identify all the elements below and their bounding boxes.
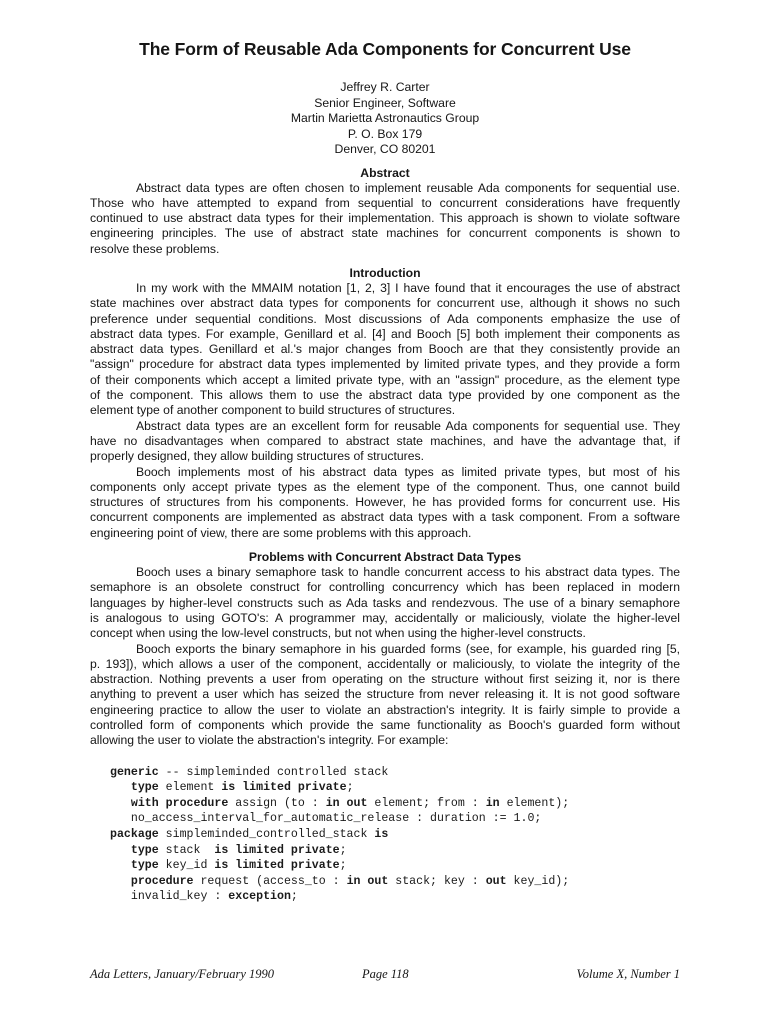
- paragraph-line: semaphore is an obsolete construct for controlling concurrency which has been replaced in modern: [90, 580, 680, 595]
- code-text: ;: [346, 781, 354, 795]
- code-text: [110, 875, 131, 888]
- code-listing: [110, 765, 680, 905]
- code-line: [110, 780, 680, 796]
- paragraph-line: of the component. This allows them to use the abstract data type provided by one component as the: [90, 388, 680, 403]
- code-keyword: package: [110, 827, 159, 841]
- code-keyword: is limited private: [221, 781, 347, 795]
- abstract-paragraph: [90, 181, 680, 257]
- code-keyword: in: [485, 796, 500, 810]
- footer-journal: Ada Letters, January/February 1990: [90, 967, 275, 981]
- paragraph-line: abstract data types. For example, Genillard et al. [4] and Booch [5] both implement their components as: [90, 326, 680, 341]
- paragraph-line: p. 193]), which allows a user of the component, accidentally or maliciously, to violate the integrity of the: [90, 656, 680, 671]
- code-line: [110, 765, 680, 781]
- paragraph-line: In my work with the MMAIM notation [1, 2, 3] I have found that it encourages the use of abstract: [136, 280, 680, 295]
- problems-paragraph-2: [90, 642, 680, 749]
- code-text: [110, 781, 131, 794]
- code-text: [110, 859, 131, 872]
- code-text: element; from :: [367, 796, 486, 810]
- abstract-line: resolve these problems.: [90, 241, 220, 256]
- author-block: [90, 80, 680, 158]
- code-text: key_id: [158, 859, 215, 873]
- abstract-line: Those who have attempted to expand from sequential to concurrent considerations have frequently: [90, 195, 680, 210]
- code-text: assign (to :: [228, 796, 326, 810]
- code-text: stack: [158, 843, 215, 857]
- paragraph-line: Booch uses a binary semaphore task to handle concurrent access to his abstract data types. The: [136, 565, 680, 580]
- code-text: ;: [290, 890, 298, 904]
- code-line: [110, 874, 680, 890]
- code-text: no_access_interval_for_automatic_release : duration := 1.0;: [110, 812, 542, 826]
- paragraph-line: preference under sequential conditions. Most discussions of Ada components emphasize the use of: [90, 311, 680, 326]
- paragraph-line: properly designed, they allow building structures of structures.: [90, 449, 424, 464]
- abstract-line: Abstract data types are often chosen to implement reusable Ada components for sequential use.: [136, 180, 680, 195]
- paragraph-line: structures of structures from his components. However, he has provided forms for concurrent use. His: [90, 495, 680, 510]
- abstract-line: engineering principles. The use of abstract state machines for concurrent components is shown to: [90, 226, 680, 241]
- paragraph-line: languages by higher-level constructs such as Ada tasks and rendezvous. The use of a binary semaphore: [90, 595, 680, 610]
- abstract-heading: Abstract: [360, 165, 410, 180]
- introduction-heading: Introduction: [349, 265, 421, 280]
- paragraph-line: abstraction. Nothing prevents a user from operating on the structure without first seizing it, nor is there: [90, 672, 680, 687]
- page-footer: [90, 967, 680, 983]
- code-keyword: procedure: [130, 874, 194, 888]
- author-name: Jeffrey R. Carter: [340, 80, 430, 94]
- code-keyword: type: [130, 859, 159, 873]
- code-text: key_id);: [506, 874, 570, 888]
- code-keyword: generic: [110, 765, 159, 779]
- code-keyword: out: [485, 874, 507, 888]
- code-keyword: in out: [346, 874, 389, 888]
- paragraph-line: element type of another component to build structures of structures.: [90, 403, 456, 418]
- paragraph-line: anything to prevent a user which has seized the structure from never releasing it. It is not good software: [90, 687, 680, 702]
- code-text: [110, 797, 131, 810]
- code-line: [110, 858, 680, 874]
- code-line: [110, 796, 680, 812]
- author-address-line-1: P. O. Box 179: [347, 126, 423, 141]
- code-text: ;: [339, 843, 347, 857]
- abstract-line: continued to use abstract data types for their implementation. This approach is shown to violate software: [90, 211, 680, 226]
- paragraph-line: state machines over abstract data types for components for concurrent use, although it shows no such: [90, 296, 680, 311]
- author-address-line-2: Denver, CO 80201: [334, 142, 436, 156]
- paragraph-line: components only accept private types as the element type of the component. Thus, one cannot build: [90, 479, 680, 494]
- paragraph-line: engineering practice to allow the user to violate an abstraction's integrity. It is fairly simple to provide a: [90, 702, 680, 717]
- paragraph-line: Booch implements most of his abstract data types as limited private types, but most of his: [136, 464, 680, 479]
- code-text: request (access_to :: [193, 874, 347, 888]
- paragraph-line: Booch exports the binary semaphore in his guarded forms (see, for example, his guarded ring [5,: [136, 641, 680, 656]
- code-line: [110, 811, 680, 827]
- code-text: stack; key :: [388, 874, 486, 888]
- introduction-paragraph-2: [90, 419, 680, 465]
- code-line: [110, 889, 680, 905]
- code-text: -- simpleminded controlled stack: [158, 765, 389, 779]
- paragraph-line: "assign" procedure for abstract data types implemented by limited private types, and they provide a form: [90, 357, 680, 372]
- paragraph-line: Abstract data types are an excellent form for reusable Ada components for sequential use. They: [136, 418, 680, 433]
- paragraph-line: is analogous to using GOTO's: A programmer may, accidentally or maliciously, violate the higher-level: [90, 610, 680, 625]
- paper-page: [90, 38, 680, 905]
- paragraph-line: concept when using the low-level constructs, but not when using the higher-level constructs.: [90, 626, 586, 641]
- code-text: invalid_key :: [110, 890, 229, 904]
- paragraph-line: have no disadvantages when compared to abstract state machines, and have the advantage that, if: [90, 433, 680, 448]
- code-line: [110, 843, 680, 859]
- footer-volume: Volume X, Number 1: [576, 967, 680, 981]
- code-text: [110, 844, 131, 857]
- paragraph-line: engineering point of view, there are some problems with this approach.: [90, 525, 472, 540]
- paragraph-line: abstract data types. Genillard et al.'s major changes from Booch are that they consistently provide an: [90, 342, 680, 357]
- code-keyword: exception: [228, 890, 291, 904]
- code-keyword: is limited private: [214, 859, 340, 873]
- paragraph-line: of their components which accept a limited private type, with an "assign" procedure, as the element type: [90, 372, 680, 387]
- code-keyword: is: [374, 827, 389, 841]
- paragraph-line: concurrent components are implemented as abstract data types with a task component. From a software: [90, 510, 680, 525]
- author-position: Senior Engineer, Software: [314, 95, 456, 110]
- code-text: ;: [339, 859, 347, 873]
- code-text: element);: [499, 796, 570, 810]
- code-keyword: type: [130, 843, 159, 857]
- problems-heading: Problems with Concurrent Abstract Data Types: [248, 550, 522, 565]
- paragraph-line: controlled form of components which provide the same functionality as Booch's guarded form without: [90, 718, 680, 732]
- code-keyword: with procedure: [130, 796, 229, 810]
- author-organization: Martin Marietta Astronautics Group: [290, 111, 480, 125]
- code-text: element: [158, 781, 222, 795]
- footer-page-number: Page 118: [362, 967, 409, 981]
- introduction-paragraph-1: [90, 281, 680, 419]
- code-keyword: type: [130, 781, 159, 795]
- paper-title: The Form of Reusable Ada Components for Concurrent Use: [139, 39, 631, 59]
- code-text: simpleminded_controlled_stack: [158, 827, 375, 841]
- code-line: [110, 827, 680, 843]
- problems-paragraph-1: [90, 565, 680, 641]
- introduction-paragraph-3: [90, 465, 680, 541]
- paragraph-line: allowing the user to violate the abstraction's integrity. For example:: [90, 733, 449, 748]
- code-keyword: is limited private: [214, 843, 340, 857]
- code-keyword: in out: [325, 796, 368, 810]
